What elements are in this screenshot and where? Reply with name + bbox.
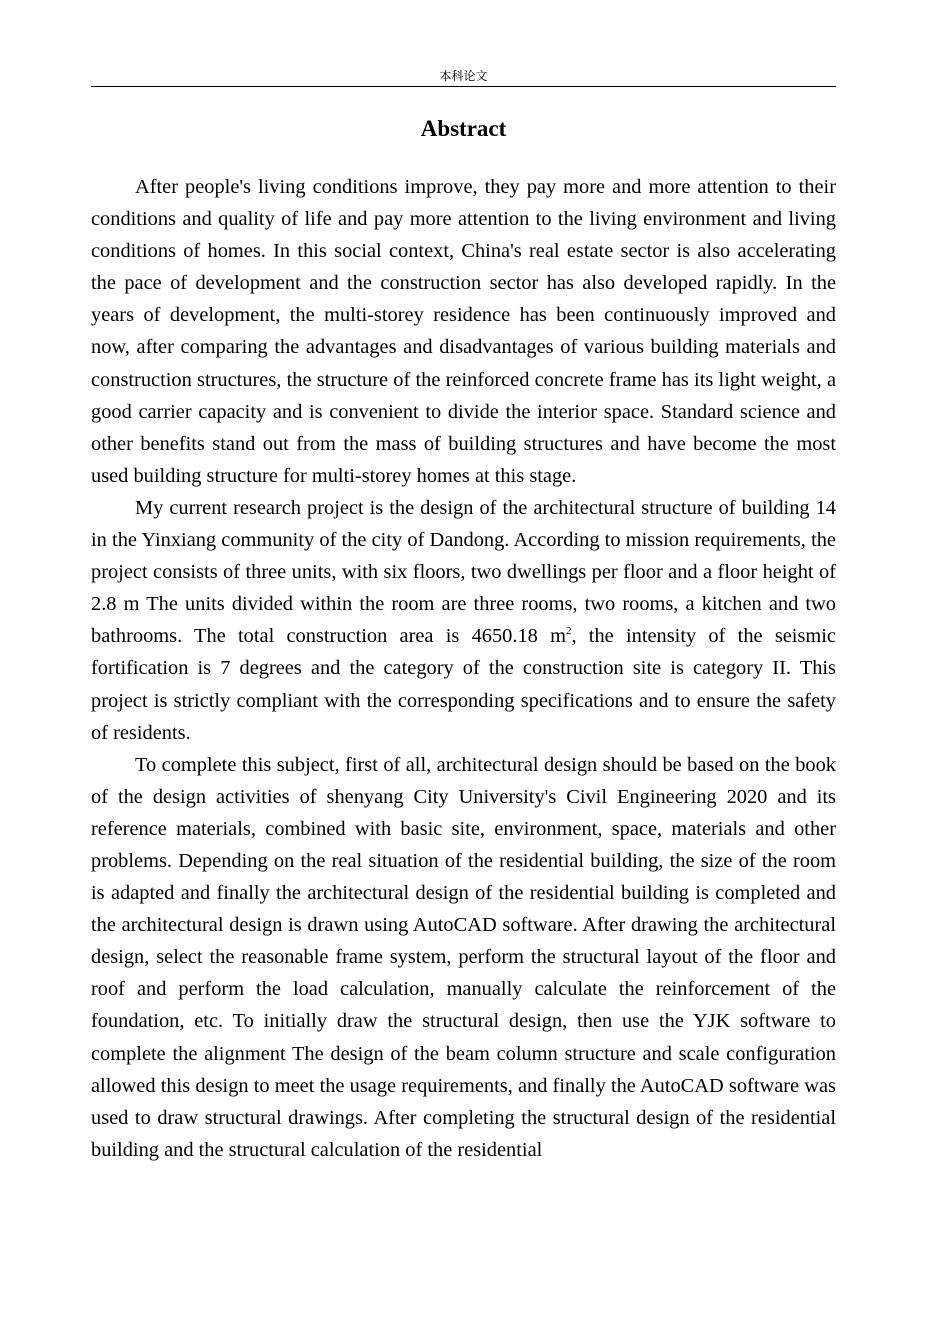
page-title: Abstract [420,116,507,141]
abstract-body [91,171,836,1166]
paragraph-2 [91,492,836,749]
running-title: 本科论文 [439,69,488,83]
paragraph-1: After people's living conditions improve, they pay more and more attention to their conditions and quality of life and pay more attention to the living environment and living conditions of homes. In this social context, China's real estate sector is also accelerating the pace of development and the construction sector has also developed rapidly. In the years of development, the multi-storey residence has been continuously improved and now, after comparing the advantages and disadvantages of various building materials and construction structures, the structure of the reinforced concrete frame has its light weight, a good carrier capacity and is convenient to divide the interior space. Standard science and other benefits stand out from the mass of building structures and have become the most used building structure for multi-storey homes at this stage. [91,176,836,487]
superscript-2: 2 [565,625,572,638]
paragraph-2-text-start: My current research project is the design of the architectural structure of building 14 in the Yinxiang community of the city of Dandong. According to mission requirements, the project consists of three units, with six floors, two dwellings per floor and a floor height of 2.8 m The units divided within the room are three rooms, two rooms, a kitchen and two bathrooms. The total construction area is 4650.18 m [91,496,836,648]
paragraph-2-text-end: , the intensity of the seismic fortification is 7 degrees and the category of the construction site is category II. This project is strictly compliant with the corresponding specifications and to ensure the safety of residents. [91,625,836,744]
page-header [91,66,836,87]
paragraph-3: To complete this subject, first of all, architectural design should be based on the book of the design activities of shenyang City University's Civil Engineering 2020 and its reference materials, combined with basic site, environment, space, materials and other problems. Depending on the real situation of the residential building, the size of the room is adapted and finally the architectural design of the residential building is completed and the architectural design is drawn using AutoCAD software. After drawing the architectural design, select the reasonable frame system, perform the structural layout of the floor and roof and perform the load calculation, manually calculate the reinforcement of the foundation, etc. To initially draw the structural design, then use the YJK software to complete the alignment The design of the beam column structure and scale configuration allowed this design to meet the usage requirements, and finally the AutoCAD software was used to draw structural drawings. After completing the structural design of the residential building and the structural calculation of the residential [91,753,836,1161]
